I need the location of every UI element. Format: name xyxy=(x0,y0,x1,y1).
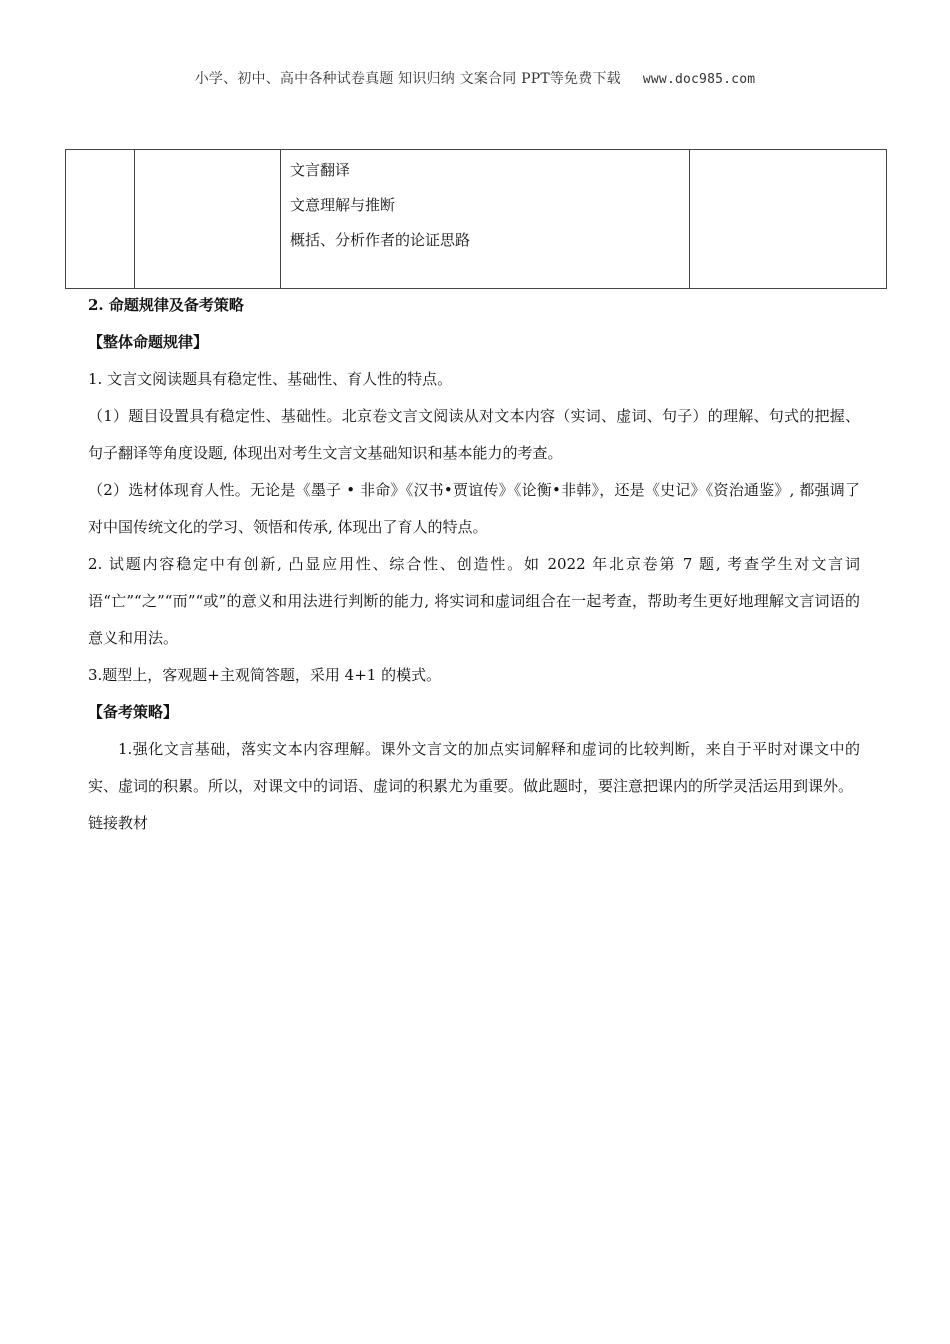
content-table xyxy=(65,149,887,289)
cell-line: 文言翻译 xyxy=(290,161,351,179)
table-cell-3 xyxy=(281,150,690,289)
table-row xyxy=(66,150,887,289)
section-title: 2. 命题规律及备考策略 xyxy=(88,296,244,314)
header-text: 小学、初中、高中各种试卷真题 知识归纳 文案合同 PPT等免费下载 xyxy=(194,71,621,87)
table-cell-2 xyxy=(135,150,281,289)
paragraph-3: 3.题型上，客观题+主观简答题，采用 4+1 的模式。 xyxy=(88,666,442,684)
header-site[interactable]: www.doc985.com xyxy=(642,72,756,87)
cell-line: 概括、分析作者的论证思路 xyxy=(290,231,471,249)
table-cell-1 xyxy=(66,150,135,289)
overall-rules-heading: 【整体命题规律】 xyxy=(88,333,209,351)
strategy-heading: 【备考策略】 xyxy=(88,703,179,721)
page-header xyxy=(0,68,950,88)
cell-line: 文意理解与推断 xyxy=(290,196,396,214)
paragraph-1-1: （1）题目设置具有稳定性、基础性。北京卷文言文阅读从对文本内容（实词、虚词、句子）的理解、句式的把握、句子翻译等角度设题, 体现出对考生文言文基础知识和基本能力的考查。 xyxy=(88,407,860,462)
link-textbook: 链接教材 xyxy=(88,814,149,832)
paragraph-1: 1. 文言文阅读题具有稳定性、基础性、育人性的特点。 xyxy=(88,370,453,388)
strategy-paragraph-1: 1.强化文言基础，落实文本内容理解。课外文言文的加点实词解释和虚词的比较判断，来自于平时对课文中的实、虚词的积累。所以，对课文中的词语、虚词的积累尤为重要。做此题时，要注意把课内的所学灵活运用到课外。 xyxy=(88,740,860,795)
paragraph-1-2: （2）选材体现育人性。无论是《墨子 • 非命》《汉书•贾谊传》《论衡•非韩》，还是《史记》《资治通鉴》, 都强调了对中国传统文化的学习、领悟和传承, 体现出了育人的特点。 xyxy=(88,481,860,536)
main-content xyxy=(88,287,860,842)
table-cell-4 xyxy=(690,150,887,289)
paragraph-2: 2. 试题内容稳定中有创新, 凸显应用性、综合性、创造性。如 2022 年北京卷第 7 题, 考查学生对文言词语“亡”“之”“而”“或”的意义和用法进行判断的能力, 将实词和虚词组合在一起考查，帮助考生更好地理解文言词语的意义和用法。 xyxy=(88,555,860,647)
